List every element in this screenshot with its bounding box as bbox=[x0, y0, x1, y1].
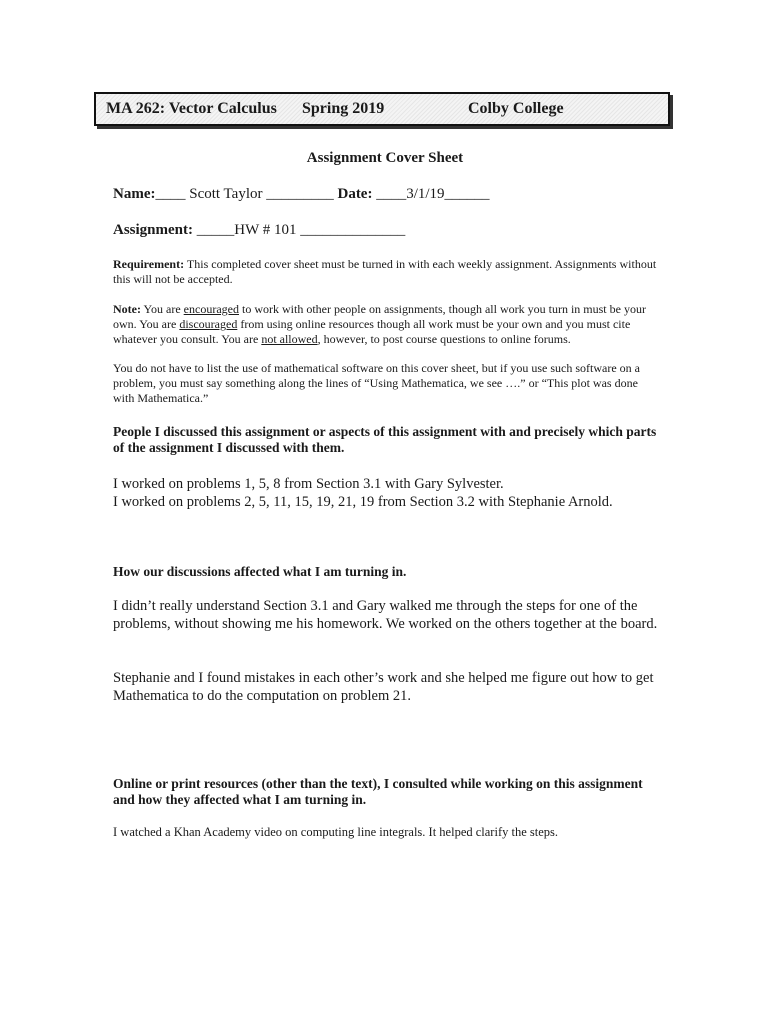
discussion-paragraph-1: I didn’t really understand Section 3.1 and Gary walked me through the steps for one of the problems, without showing me his homework. We worked on the others together at the board. bbox=[113, 598, 658, 632]
note-encouraged: encouraged bbox=[183, 302, 239, 316]
requirement-text: This completed cover sheet must be turned in with each weekly assignment. Assignments without this will not be accepted. bbox=[113, 257, 657, 286]
page-title: Assignment Cover Sheet bbox=[306, 150, 464, 166]
note-not-allowed: not allowed bbox=[261, 332, 318, 346]
people-lines bbox=[113, 475, 663, 511]
discussion-paragraph-2: Stephanie and I found mistakes in each other’s work and she helped me figure out how to get Mathematica to do the computation on problem 21. bbox=[113, 670, 654, 704]
assignment-label: Assignment: bbox=[113, 222, 194, 238]
requirement-paragraph bbox=[113, 257, 658, 287]
assignment-value: _____HW # 101 ______________ bbox=[196, 222, 406, 238]
note-paragraph bbox=[113, 302, 658, 347]
note-label: Note: bbox=[113, 302, 141, 316]
course-name: MA 262: Vector Calculus bbox=[106, 100, 277, 117]
note-discouraged: discouraged bbox=[179, 317, 238, 331]
note-text-4: , however, to post course questions to online forums. bbox=[317, 332, 571, 346]
note-text-3: from using online resources though all work must be your own and you must cite whatever you consult. You are bbox=[113, 317, 631, 346]
resources-text: I watched a Khan Academy video on computing line integrals. It helped clarify the steps. bbox=[113, 825, 559, 839]
people-line-2: I worked on problems 2, 5, 11, 15, 19, 21, 19 from Section 3.2 with Stephanie Arnold. bbox=[113, 494, 613, 510]
name-label: Name: bbox=[113, 186, 156, 202]
discussion-heading: How our discussions affected what I am turning in. bbox=[113, 564, 407, 579]
people-heading: People I discussed this assignment or aspects of this assignment with and precisely which parts of the assignment I discussed with them. bbox=[113, 424, 657, 455]
date-value: ____3/1/19______ bbox=[376, 186, 490, 202]
name-value: ____ Scott Taylor _________ bbox=[155, 186, 334, 202]
resources-heading: Online or print resources (other than the text), I consulted while working on this assignment and how they affected what I am turning in. bbox=[113, 776, 643, 807]
software-note: You do not have to list the use of mathematical software on this cover sheet, but if you use such software on a problem, you must say something along the lines of “Using Mathematica, we see ….” or “This plot was done with Mathematica.” bbox=[113, 361, 640, 405]
assignment-row bbox=[113, 222, 405, 239]
note-text-1: You are bbox=[143, 302, 181, 316]
name-row bbox=[113, 186, 490, 203]
people-line-1: I worked on problems 1, 5, 8 from Section 3.1 with Gary Sylvester. bbox=[113, 476, 504, 492]
course-header-box bbox=[94, 92, 670, 126]
date-label: Date: bbox=[337, 186, 373, 202]
note-text-2: to work with other people on assignments, though all work you turn in must be your own. You are bbox=[113, 302, 646, 331]
school-name: Colby College bbox=[468, 100, 564, 117]
term: Spring 2019 bbox=[302, 100, 385, 117]
requirement-label: Requirement: bbox=[113, 257, 185, 271]
